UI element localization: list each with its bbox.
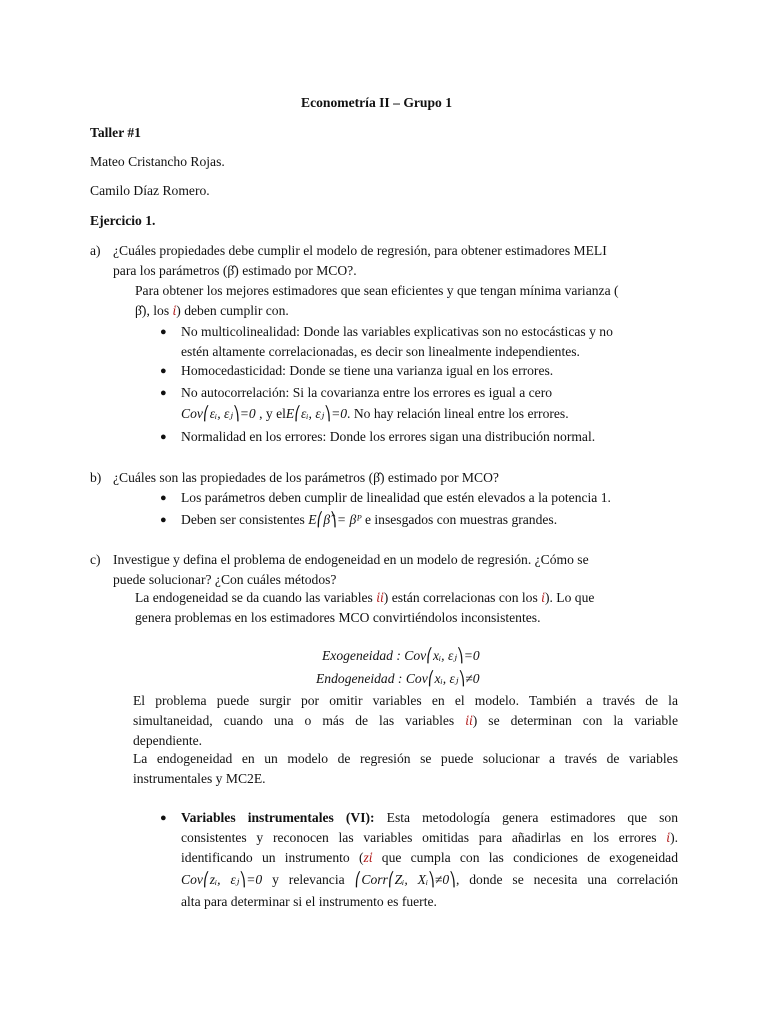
document-title: Econometría II – Grupo 1 [301,95,453,110]
item-a-bullet-2: Homocedasticidad: Donde se tiene una varianza igual en los errores. [181,363,554,378]
item-c-para-3-line-2: instrumentales y MC2E. [133,771,266,786]
item-a-bullet-1-line-1: No multicolinealidad: Donde las variables explicativas son no estocásticas y no [181,324,613,339]
item-c-vi-line-5: alta para determinar si el instrumento es fuerte. [181,894,437,909]
item-a-bullet-1-line-2: estén altamente correlacionadas, es decir son linealmente independientes. [181,344,580,359]
item-a-bullet-4: Normalidad en los errores: Donde los errores sigan una distribución normal. [181,429,596,444]
item-b-bullet-1: Los parámetros deben cumplir de linealidad que estén elevados a la potencia 1. [181,490,611,505]
instrument-relevance-equation: ⎛Corr⎛Zᵢ, Xᵢ⎞≠0⎞ [354,872,456,887]
taller-heading: Taller #1 [90,125,141,140]
bullet-icon: ● [160,812,167,824]
author-1: Mateo Cristancho Rojas. [90,154,225,169]
item-b-marker: b) [90,470,102,485]
bullet-icon: ● [160,514,167,526]
bullet-icon: ● [160,431,167,443]
bullet-icon: ● [160,326,167,338]
item-c-para-2-line-3: dependiente. [133,733,203,748]
item-c-para-1-line-2: genera problemas en los estimadores MCO convirtiéndolos inconsistentes. [135,610,541,625]
instrument-exogeneity-equation: Cov⎛zᵢ, εⱼ⎞=0 [181,872,263,887]
item-c-para-2-line-2: simultaneidad, cuando una o más de las variables ἱἱ) se determinan con la variable [133,713,678,728]
item-a-question-line-2: para los parámetros (β̂) estimado por MCO?. [113,263,357,278]
expectation-equation: E⎛εᵢ, εⱼ⎞=0 [285,406,348,421]
item-c-question-line-1: Investigue y defina el problema de endogeneidad en un modelo de regresión. ¿Cómo se [113,552,589,567]
item-a-answer-line-2: β̂), los ἱ) deben cumplir con. [135,303,289,318]
item-a-answer-line-1: Para obtener los mejores estimadores que sean eficientes y que tengan mínima varianza ( [135,283,619,298]
endogeneity-equation: Endogeneidad : Cov⎛xᵢ, εⱼ⎞≠0 [316,671,480,686]
item-c-para-2-line-1: El problema puede surgir por omitir variables en el modelo. También a través de la [133,693,678,708]
item-c-para-1-line-1: La endogeneidad se da cuando las variables ἱἱ) están correlacionas con los ἱ). Lo que [135,590,595,605]
item-c-para-3-line-1: La endogeneidad en un modelo de regresión se puede solucionar a través de variables [133,751,678,766]
item-c-vi-line-1: Variables instrumentales (VI): Esta metodología genera estimadores que son [181,810,679,825]
item-b-bullet-2: Deben ser consistentes E⎛β̂⎞= βᴾ e insesgados con muestras grandes. [181,512,558,527]
bullet-icon: ● [160,492,167,504]
item-a-question-line-1: ¿Cuáles propiedades debe cumplir el modelo de regresión, para obtener estimadores MELI [113,243,607,258]
item-c-vi-line-2: consistentes y reconocen las variables omitidas para añadirlas en los errores ἱ). [181,830,678,845]
item-a-marker: a) [90,243,101,258]
item-a-bullet-3-line-1: No autocorrelación: Si la covarianza entre los errores es igual a cero [181,385,553,400]
consistency-equation: E⎛β̂⎞= βᴾ [308,512,362,527]
item-b-question: ¿Cuáles son las propiedades de los parámetros (β̂) estimado por MCO? [113,470,499,485]
covariance-equation: Cov⎛εᵢ, εⱼ⎞=0 [181,406,256,421]
exercise-heading: Ejercicio 1. [90,213,156,228]
item-c-vi-line-3: identificando un instrumento (zἱ que cumpla con las condiciones de exogeneidad [181,850,678,865]
author-2: Camilo Díaz Romero. [90,183,210,198]
exogeneity-equation: Exogeneidad : Cov⎛xᵢ, εⱼ⎞=0 [322,648,480,663]
item-c-vi-line-4: Cov⎛zᵢ, εⱼ⎞=0 y relevancia ⎛Corr⎛Zᵢ, Xᵢ⎞≠0⎞, donde se necesita una correlación [181,872,678,887]
item-a-bullet-3-line-2: Cov⎛εᵢ, εⱼ⎞=0 , y elE⎛εᵢ, εⱼ⎞=0. No hay relación lineal entre los errores. [181,406,569,421]
bullet-icon: ● [160,365,167,377]
bullet-icon: ● [160,387,167,399]
item-c-marker: c) [90,552,101,567]
item-c-question-line-2: puede solucionar? ¿Con cuáles métodos? [113,572,337,587]
vi-label: Variables instrumentales (VI): [181,810,375,825]
